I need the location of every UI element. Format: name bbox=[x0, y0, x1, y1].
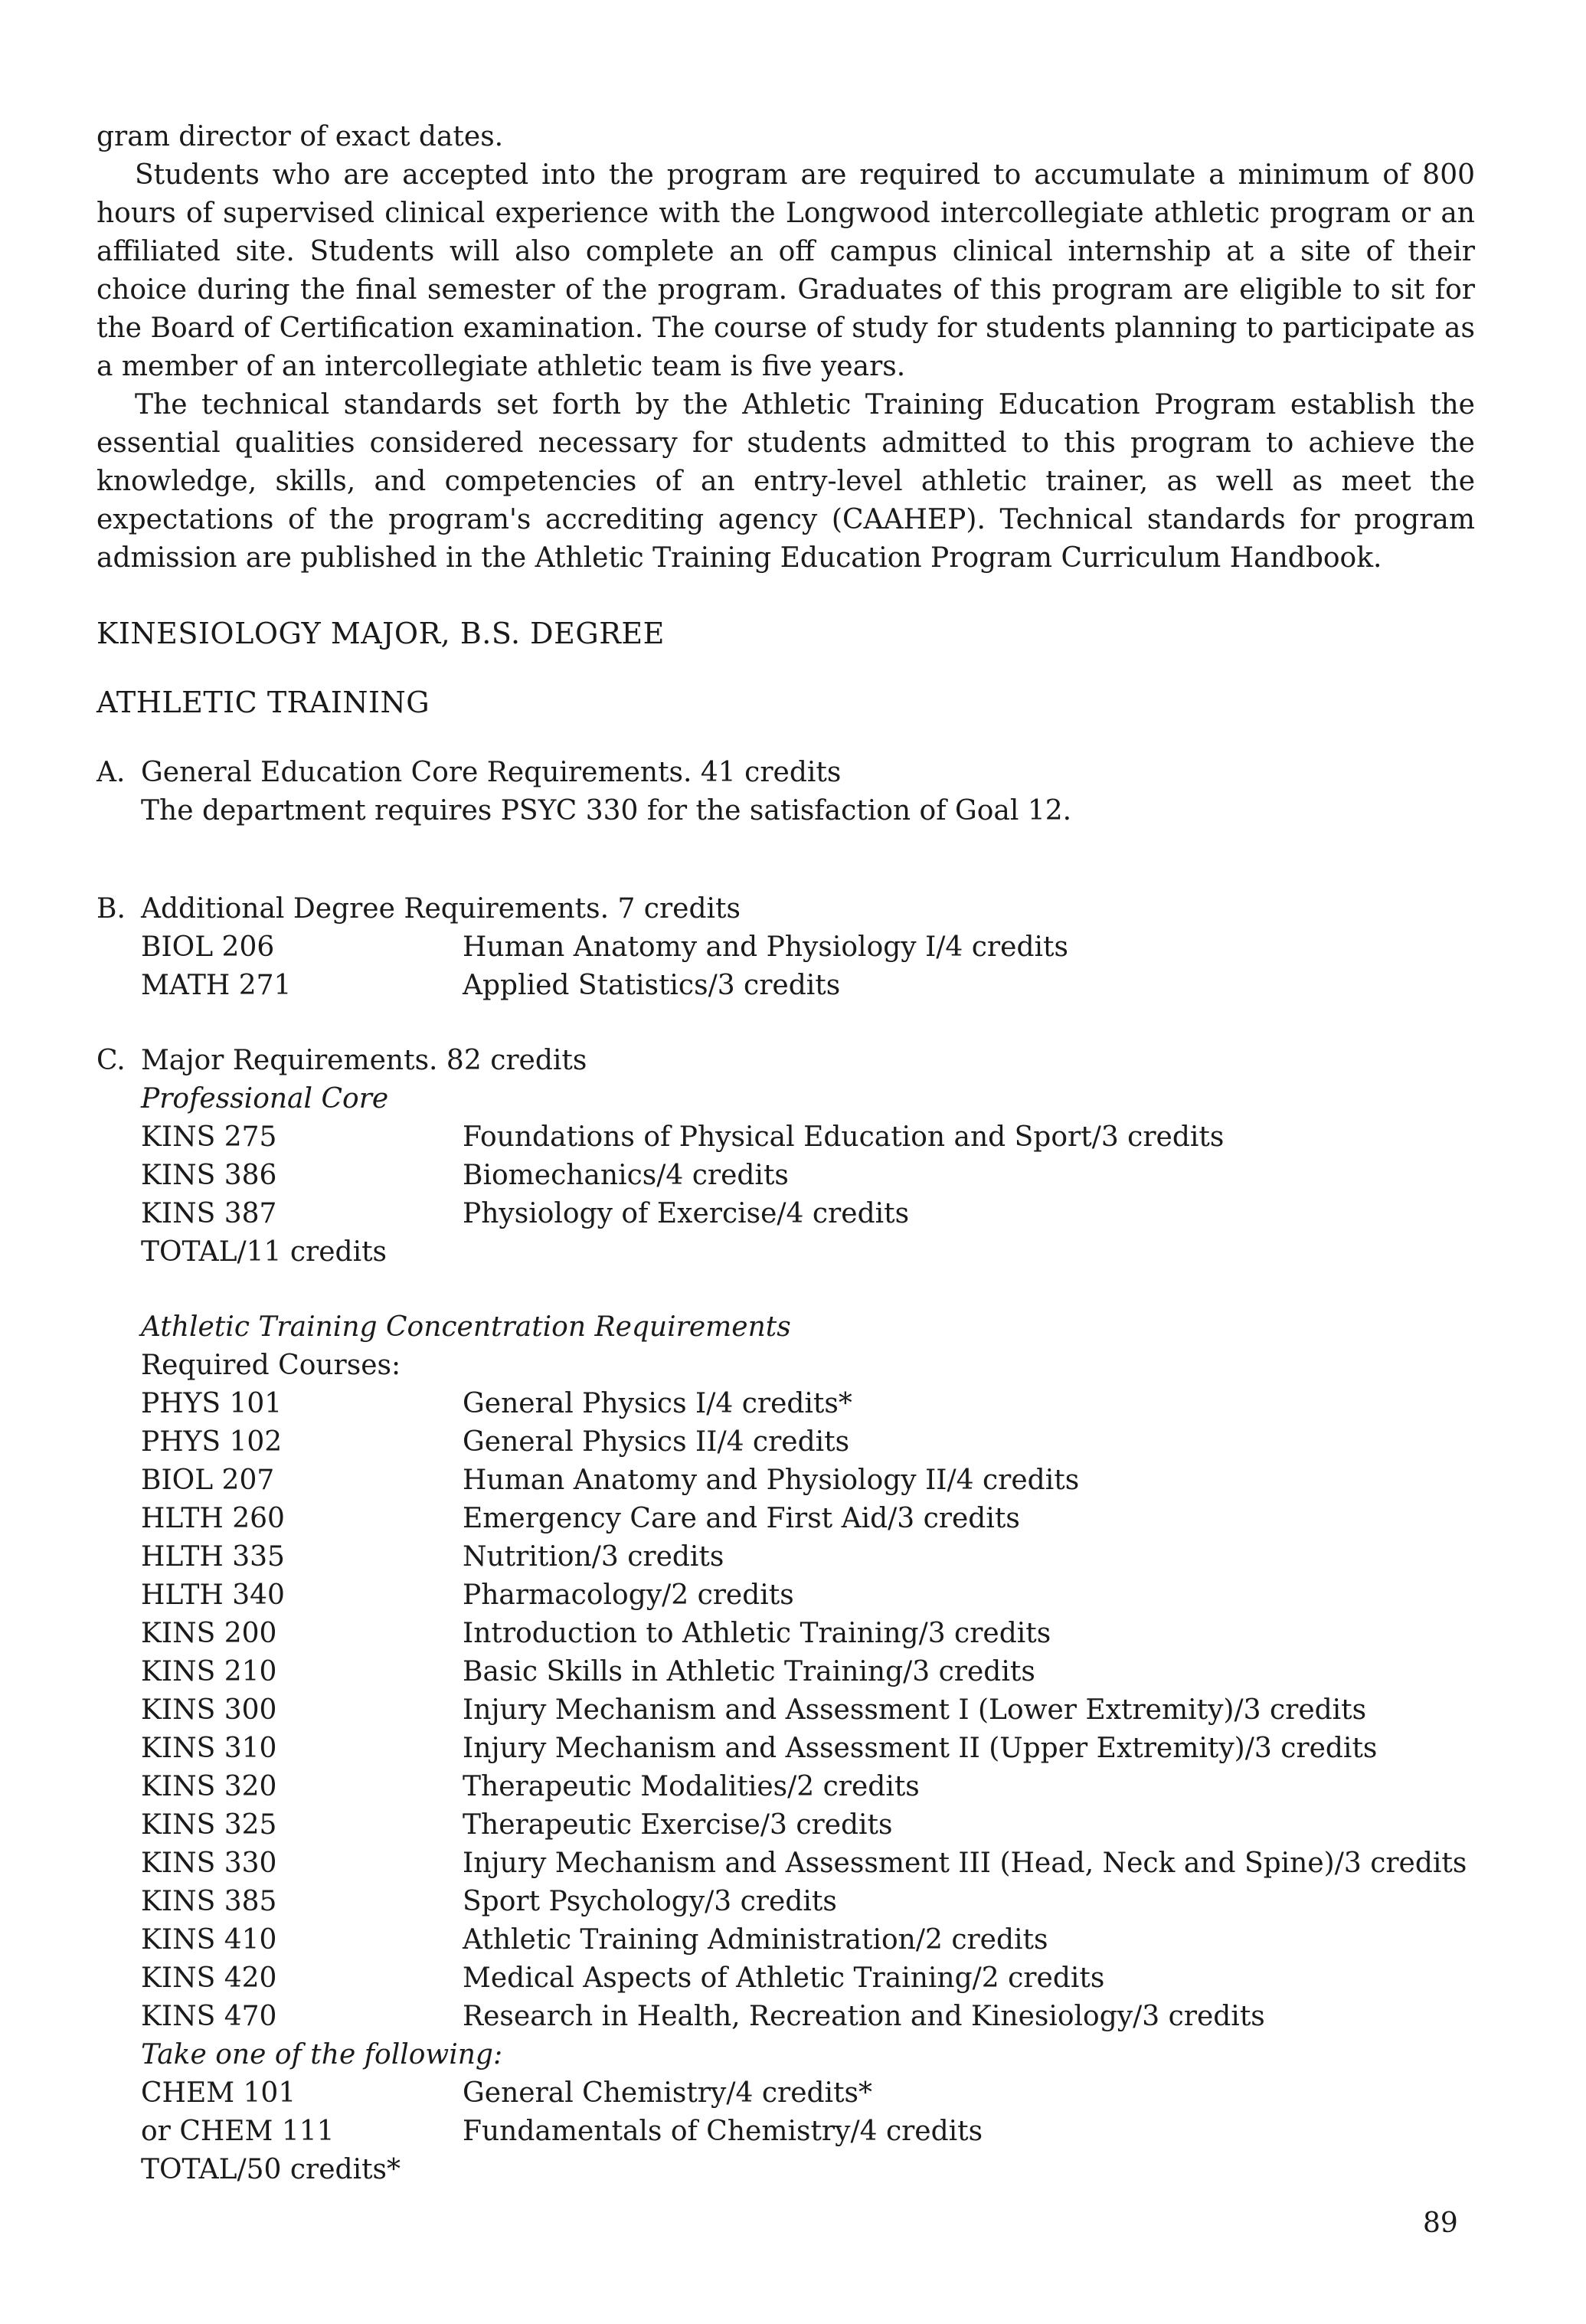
concentration-total: TOTAL/50 credits* bbox=[141, 2154, 401, 2185]
course-title: Physiology of Exercise/4 credits bbox=[463, 1198, 910, 1229]
course-code: KINS 330 bbox=[141, 1848, 277, 1879]
course-title: Therapeutic Modalities/2 credits bbox=[463, 1771, 920, 1802]
course-title: Biomechanics/4 credits bbox=[463, 1160, 789, 1191]
course-row bbox=[141, 1615, 1475, 1653]
course-row bbox=[141, 1385, 1475, 1423]
section-b-title: Additional Degree Requirements. 7 credits bbox=[141, 893, 741, 925]
course-title: Human Anatomy and Physiology I/4 credits bbox=[463, 931, 1068, 963]
section-a-title: General Education Core Requirements. 41 credits bbox=[141, 757, 842, 788]
course-title: Nutrition/3 credits bbox=[463, 1541, 724, 1573]
section-b bbox=[96, 890, 1475, 1005]
course-code: KINS 410 bbox=[141, 1924, 277, 1956]
professional-core-total: TOTAL/11 credits bbox=[141, 1236, 388, 1268]
course-title: Human Anatomy and Physiology II/4 credits bbox=[463, 1465, 1080, 1496]
course-row bbox=[141, 1195, 1475, 1233]
course-row bbox=[141, 1576, 1475, 1615]
course-title: General Physics I/4 credits* bbox=[463, 1388, 852, 1419]
course-row bbox=[141, 1921, 1475, 1959]
section-a-letter: A. bbox=[96, 757, 126, 788]
course-title: Injury Mechanism and Assessment I (Lower Extremity)/3 credits bbox=[463, 1694, 1367, 1726]
course-title: General Physics II/4 credits bbox=[463, 1426, 850, 1458]
course-code: KINS 310 bbox=[141, 1733, 277, 1764]
intro-paragraph-clinical: Students who are accepted into the program are required to accumulate a minimum of 800 hours of supervised clinical experience with the Longwood intercollegiate athletic program or an affiliated site. Students will also complete an off campus clinical internship at a site of their choice during the final semester of the program. Graduates of this program are eligible to sit for the Board of Certification examination. The course of study for students planning to participate as a member of an intercollegiate athletic team is five years. bbox=[96, 159, 1475, 382]
section-b-course-list bbox=[96, 928, 1475, 1005]
course-title: Sport Psychology/3 credits bbox=[463, 1886, 837, 1917]
course-title: Therapeutic Exercise/3 credits bbox=[463, 1809, 893, 1841]
major-heading: KINESIOLOGY MAJOR, B.S. DEGREE bbox=[96, 617, 665, 650]
professional-core-label: Professional Core bbox=[141, 1083, 389, 1115]
section-c-header bbox=[96, 1042, 1475, 1080]
course-row bbox=[141, 1500, 1475, 1538]
section-a-note: The department requires PSYC 330 for the satisfaction of Goal 12. bbox=[141, 795, 1072, 826]
course-code: BIOL 207 bbox=[141, 1465, 275, 1496]
course-row bbox=[141, 1157, 1475, 1195]
course-title: Foundations of Physical Education and Sport/3 credits bbox=[463, 1121, 1225, 1153]
course-row bbox=[141, 1844, 1475, 1883]
course-row bbox=[141, 1462, 1475, 1500]
course-code: CHEM 101 bbox=[141, 2077, 296, 2109]
course-code: KINS 210 bbox=[141, 1656, 277, 1687]
course-row bbox=[141, 1118, 1475, 1157]
section-c-body bbox=[96, 1080, 1475, 2189]
required-courses-label: Required Courses: bbox=[141, 1350, 401, 1381]
course-title: Basic Skills in Athletic Training/3 credits bbox=[463, 1656, 1035, 1687]
course-code: BIOL 206 bbox=[141, 931, 275, 963]
course-row bbox=[141, 1883, 1475, 1921]
course-code: PHYS 102 bbox=[141, 1426, 283, 1458]
course-title: Applied Statistics/3 credits bbox=[463, 970, 841, 1001]
course-code: PHYS 101 bbox=[141, 1388, 283, 1419]
course-code: KINS 420 bbox=[141, 1962, 277, 1994]
section-c-title: Major Requirements. 82 credits bbox=[141, 1045, 587, 1076]
concentration-requirements-label: Athletic Training Concentration Requirements bbox=[141, 1311, 791, 1343]
course-row bbox=[141, 1806, 1475, 1844]
course-title: Emergency Care and First Aid/3 credits bbox=[463, 1503, 1020, 1534]
course-title: Injury Mechanism and Assessment III (Head, Neck and Spine)/3 credits bbox=[463, 1848, 1467, 1879]
page-number: 89 bbox=[1423, 2208, 1458, 2239]
course-code: or CHEM 111 bbox=[141, 2116, 335, 2147]
page-content bbox=[96, 118, 1475, 2189]
intro-continuation: gram director of exact dates. bbox=[96, 121, 504, 152]
course-row bbox=[141, 1653, 1475, 1691]
course-row bbox=[141, 1998, 1475, 2036]
course-title: Athletic Training Administration/2 credits bbox=[463, 1924, 1048, 1956]
course-row bbox=[141, 1768, 1475, 1806]
course-title: Medical Aspects of Athletic Training/2 credits bbox=[463, 1962, 1105, 1994]
section-c-letter: C. bbox=[96, 1045, 126, 1076]
course-code: HLTH 260 bbox=[141, 1503, 285, 1534]
course-row bbox=[141, 2074, 1475, 2113]
course-row bbox=[141, 1959, 1475, 1998]
course-code: KINS 275 bbox=[141, 1121, 277, 1153]
course-row bbox=[141, 928, 1475, 967]
course-row bbox=[141, 1538, 1475, 1576]
course-title: Fundamentals of Chemistry/4 credits bbox=[463, 2116, 983, 2147]
concentration-heading: ATHLETIC TRAINING bbox=[96, 686, 430, 719]
course-title: Pharmacology/2 credits bbox=[463, 1579, 794, 1611]
course-title: Injury Mechanism and Assessment II (Upper Extremity)/3 credits bbox=[463, 1733, 1378, 1764]
course-row bbox=[141, 1691, 1475, 1730]
course-code: HLTH 340 bbox=[141, 1579, 285, 1611]
course-row bbox=[141, 967, 1475, 1005]
course-code: MATH 271 bbox=[141, 970, 292, 1001]
section-c bbox=[96, 1042, 1475, 2189]
course-code: KINS 200 bbox=[141, 1618, 277, 1649]
course-code: KINS 320 bbox=[141, 1771, 277, 1802]
course-code: KINS 470 bbox=[141, 2001, 277, 2032]
course-code: KINS 386 bbox=[141, 1160, 277, 1191]
course-code: KINS 325 bbox=[141, 1809, 277, 1841]
course-code: KINS 300 bbox=[141, 1694, 277, 1726]
section-a bbox=[96, 754, 1475, 830]
course-title: Introduction to Athletic Training/3 credits bbox=[463, 1618, 1051, 1649]
course-row bbox=[141, 2113, 1475, 2151]
course-code: HLTH 335 bbox=[141, 1541, 285, 1573]
course-row bbox=[141, 1423, 1475, 1462]
course-code: KINS 385 bbox=[141, 1886, 277, 1917]
section-b-header bbox=[96, 890, 1475, 928]
choice-label: Take one of the following: bbox=[141, 2039, 503, 2070]
section-b-letter: B. bbox=[96, 893, 126, 925]
intro-paragraph-technical-standards: The technical standards set forth by the Athletic Training Education Program establish the essential qualities considered necessary for students admitted to this program to achieve the knowledge, skills, and competencies of an entry-level athletic trainer, as well as meet the expectations of the program's accrediting agency (CAAHEP). Technical standards for program admission are published in the Athletic Training Education Program Curriculum Handbook. bbox=[96, 389, 1475, 574]
course-title: General Chemistry/4 credits* bbox=[463, 2077, 873, 2109]
course-row bbox=[141, 1730, 1475, 1768]
course-code: KINS 387 bbox=[141, 1198, 277, 1229]
course-title: Research in Health, Recreation and Kinesiology/3 credits bbox=[463, 2001, 1265, 2032]
section-a-header bbox=[96, 754, 1475, 792]
